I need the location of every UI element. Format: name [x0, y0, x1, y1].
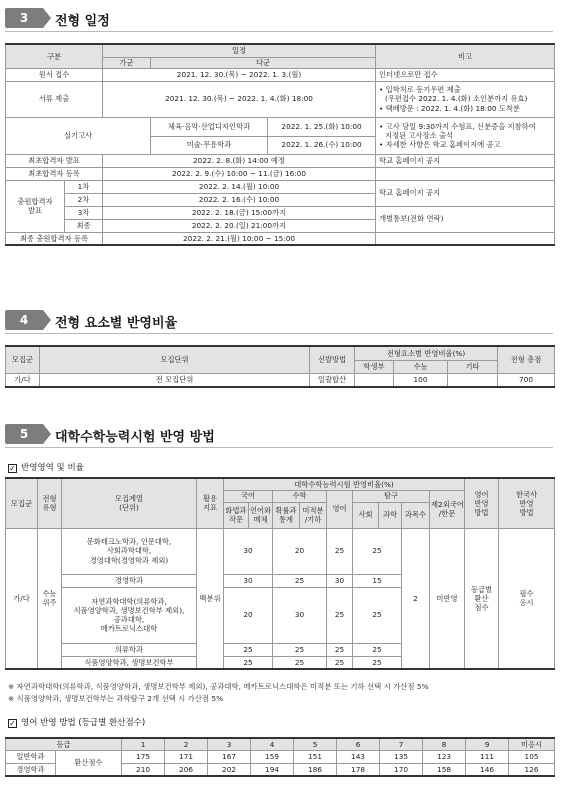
cell-english: 25 — [327, 656, 353, 669]
header-korean-b — [249, 502, 273, 528]
header-line: 유형 — [42, 503, 57, 513]
row-date: 2022. 2. 8.(화) 14:00 예정 — [103, 154, 376, 167]
score-cell: 123 — [423, 750, 466, 763]
score-cell: 135 — [380, 750, 423, 763]
header-line: 언어와 — [250, 505, 272, 515]
header-line: 지표 — [202, 503, 218, 513]
row-date: 2022. 2. 20.(일) 21:00까지 — [103, 219, 376, 232]
header-line: 반영 — [474, 498, 489, 508]
header-mojip: 모집군 — [6, 478, 38, 528]
row-sub-label: 미술·무용학과 — [151, 136, 268, 154]
divider — [5, 447, 553, 448]
score-cell: 143 — [337, 750, 380, 763]
ratio-table — [5, 345, 555, 388]
cell-second-lang: 미반영 — [430, 528, 465, 669]
divider — [5, 333, 553, 334]
header-line: 방법 — [519, 507, 534, 517]
header-total: 전형 총점 — [498, 346, 555, 373]
footnote: ※ 식품영양학과, 생명보건학부는 과학탐구 2개 선택 시 가산점 5% — [8, 694, 224, 703]
row-name: 일반학과 — [6, 750, 56, 763]
cell-history-method — [499, 528, 555, 669]
header-grade-3: 3 — [208, 738, 251, 750]
header-grade-2: 2 — [165, 738, 208, 750]
header-korean: 국어 — [224, 490, 273, 502]
score-cell: 175 — [122, 750, 165, 763]
section-title: 전형 일정 — [55, 14, 110, 29]
cell-etc — [448, 373, 498, 387]
cell-math: 25 — [273, 643, 327, 656]
score-label: 환산점수 — [56, 750, 122, 776]
header-remarks: 비고 — [376, 44, 555, 68]
header-line: 영어 — [474, 489, 489, 499]
row-date: 2022. 2. 21.(월) 10:00 ~ 15:00 — [103, 232, 376, 245]
note-line: 지정된 고사장소 출석 — [385, 130, 454, 140]
section-title: 대학수학능력시험 반영 방법 — [55, 430, 215, 445]
header-line: 통계 — [278, 515, 294, 524]
row-date: 2022. 2. 9.(수) 10:00 ~ 11.(금) 16:00 — [103, 167, 376, 180]
section-3-header — [5, 8, 553, 28]
header-line: 확률과 — [275, 505, 297, 515]
row-sub-label: 1차 — [65, 180, 103, 193]
score-cell: 126 — [509, 763, 555, 776]
header-mojip: 모집군 — [6, 346, 40, 373]
checkbox-icon: ✓ — [9, 464, 16, 473]
row-label: 실기고사 — [6, 117, 151, 154]
row-note: 학교 홈페이지 공지 — [376, 154, 555, 167]
section-title: 전형 요소별 반영비율 — [55, 316, 178, 331]
row-label — [6, 180, 65, 232]
header-line: 작문 — [228, 515, 244, 524]
header-math: 수학 — [273, 490, 327, 502]
cell-indicator: 백분위 — [197, 528, 224, 669]
score-cell: 159 — [251, 750, 294, 763]
row-note — [376, 232, 555, 245]
subsection-title: 영어 반영 방법 (등급별 환산점수) — [21, 718, 146, 728]
score-cell: 194 — [251, 763, 294, 776]
cell-line: 응시 — [519, 598, 534, 608]
header-grade-8: 8 — [423, 738, 466, 750]
row-name: 경영학과 — [6, 763, 56, 776]
header-ratio: 대학수학능력시험 반영비율(%) — [224, 478, 465, 490]
cell-korean: 30 — [224, 528, 273, 574]
header-history-method — [499, 478, 555, 528]
cell-line: 필수 — [519, 589, 534, 599]
row-date: 2022. 2. 14.(월) 10:00 — [103, 180, 376, 193]
cell-math: 30 — [273, 587, 327, 643]
header-method: 선발방법 — [310, 346, 355, 373]
header-schedule: 일정 — [103, 44, 376, 57]
row-sub-label: 2차 — [65, 193, 103, 206]
score-cell: 158 — [423, 763, 466, 776]
header-line: 미적분 — [302, 505, 324, 515]
header-line: (단위) — [119, 503, 139, 513]
header-dagun: 다군 — [151, 57, 376, 68]
cell-line: 위주 — [42, 598, 57, 608]
header-english: 영어 — [327, 490, 353, 528]
row-sub-label: 최종 — [65, 219, 103, 232]
row-date: 2022. 1. 26.(수) 10:00 — [268, 136, 376, 154]
header-line: 모집계열 — [114, 494, 144, 504]
header-line: 화법과 — [225, 505, 247, 515]
header-math-a — [273, 502, 300, 528]
header-grade-4: 4 — [251, 738, 294, 750]
header-type — [38, 478, 62, 528]
cell-suneung: 100 — [394, 373, 448, 387]
row-date: 2021. 12. 30.(목) ~ 2022. 1. 4.(화) 18:00 — [103, 81, 376, 117]
english-score-table — [5, 737, 555, 777]
header-social: 사회 — [353, 502, 379, 528]
score-cell: 206 — [165, 763, 208, 776]
cell-gun: 가/다 — [6, 373, 40, 387]
row-label: 최초합격자 발표 — [6, 154, 103, 167]
header-etc: 기타 — [448, 360, 498, 373]
cell-type — [38, 528, 62, 669]
cell-line: 점수 — [474, 602, 489, 612]
header-line: 한국사 — [515, 489, 538, 499]
header-hak: 학생부 — [355, 360, 394, 373]
subsection-heading — [8, 716, 145, 728]
cell-line: 식품영양학과, 생명보건학부 제외), — [73, 605, 185, 615]
row-note — [376, 81, 555, 117]
row-sub-label: 체육·음악·산업디자인학과 — [151, 117, 268, 136]
cell-tamgu: 25 — [353, 643, 402, 656]
section-5-header — [5, 424, 553, 444]
header-eng-method — [465, 478, 499, 528]
cell-korean: 25 — [224, 643, 273, 656]
row-date: 2022. 2. 18.(금) 15:00까지 — [103, 206, 376, 219]
section-number: 4 — [5, 310, 43, 330]
cell-gyeyeol: 의류학과 — [62, 643, 197, 656]
divider — [5, 31, 553, 32]
cell-korean: 30 — [224, 574, 273, 587]
cell-method: 일괄합산 — [310, 373, 355, 387]
row-note: 학교 홈페이지 공지 — [376, 180, 555, 206]
cell-math: 20 — [273, 528, 327, 574]
header-indicator — [197, 478, 224, 528]
cell-eng-method — [465, 528, 499, 669]
cell-total: 700 — [498, 373, 555, 387]
score-cell: 170 — [380, 763, 423, 776]
header-grade-9: 9 — [466, 738, 509, 750]
note-line: • 자세한 사항은 학교 홈페이지에 공고 — [379, 140, 501, 150]
header-grade-absent: 미응시 — [509, 738, 555, 750]
footnote: ※ 자연과학대학(의류학과, 식품영양학과, 생명보건학부 제외), 공과대학, 메카트로닉스대학은 미적분 또는 기하 선택 시 가산점 5% — [8, 682, 429, 691]
row-note — [376, 117, 555, 154]
cell-tamgu: 25 — [353, 528, 402, 574]
note-line: • 고사 당일 9:30까지 수험표, 신분증을 지참하여 — [379, 121, 536, 131]
note-line: • 입학처로 등기우편 제출 — [379, 85, 461, 95]
cell-line: 자연과학대학(의류학과, — [91, 596, 167, 606]
header-gagun: 가군 — [103, 57, 151, 68]
cell-gyeyeol: 식품영양학과, 생명보건학부 — [62, 656, 197, 669]
subsection-heading — [8, 461, 84, 473]
header-ratio: 전형요소별 반영비율(%) — [355, 346, 498, 360]
score-cell: 111 — [466, 750, 509, 763]
header-grade: 등급 — [6, 738, 122, 750]
row-note: 인터넷으로만 접수 — [376, 68, 555, 81]
section-number: 5 — [5, 424, 43, 444]
score-cell: 105 — [509, 750, 555, 763]
cell-line: 수능 — [42, 589, 57, 599]
cell-line: 환산 — [474, 593, 489, 603]
header-science: 과학 — [379, 502, 402, 528]
row-note: 개별통보(전화 연락) — [376, 206, 555, 232]
header-line: 전형 — [42, 494, 57, 504]
subsection-title: 반영영역 및 비율 — [21, 463, 84, 473]
header-gyeyeol — [62, 478, 197, 528]
score-cell: 171 — [165, 750, 208, 763]
header-math-b — [300, 502, 327, 528]
cell-line: 사회과학대학, — [106, 546, 152, 556]
header-line: 방법 — [474, 507, 489, 517]
checkbox-icon: ✓ — [9, 719, 16, 728]
header-line: /한문 — [438, 509, 456, 518]
cell-korean: 25 — [224, 656, 273, 669]
cell-line: 문화테크노학과, 인문대학, — [86, 537, 172, 547]
cell-tamgu: 25 — [353, 656, 402, 669]
header-korean-a — [224, 502, 249, 528]
score-cell: 151 — [294, 750, 337, 763]
row-label: 서류 제출 — [6, 81, 103, 117]
score-cell: 186 — [294, 763, 337, 776]
label-line: 발표 — [27, 206, 43, 215]
row-label: 최초합격자 등록 — [6, 167, 103, 180]
cell-math: 25 — [273, 574, 327, 587]
cell-line: 경영대학(경영학과 제외) — [89, 555, 169, 565]
label-line: 충원합격자 — [17, 196, 53, 206]
row-date: 2021. 12. 30.(목) ~ 2022. 1. 3.(월) — [103, 68, 376, 81]
header-line: 매체 — [253, 515, 268, 524]
cell-line: 등급별 — [470, 584, 493, 594]
score-cell: 167 — [208, 750, 251, 763]
section-4-header — [5, 310, 553, 330]
header-second-lang — [430, 490, 465, 528]
suneung-ratio-table — [5, 477, 555, 670]
cell-count: 2 — [402, 528, 430, 669]
cell-gyeyeol — [62, 587, 197, 643]
header-line: 반영 — [519, 498, 534, 508]
header-tamgu: 탐구 — [353, 490, 430, 502]
header-line: 활용 — [202, 494, 218, 504]
header-gubun: 구분 — [6, 44, 103, 68]
cell-english: 30 — [327, 574, 353, 587]
cell-gyeyeol: 경영학과 — [62, 574, 197, 587]
note-line: • 택배방문 : 2022. 1. 4.(화) 18:00 도착분 — [379, 103, 520, 113]
cell-korean: 20 — [224, 587, 273, 643]
row-label: 원서 접수 — [6, 68, 103, 81]
header-grade-6: 6 — [337, 738, 380, 750]
header-danwi: 모집단위 — [40, 346, 310, 373]
cell-line: 공과대학, — [113, 615, 145, 624]
score-cell: 202 — [208, 763, 251, 776]
header-grade-1: 1 — [122, 738, 165, 750]
header-line: /기하 — [304, 515, 322, 524]
score-cell: 178 — [337, 763, 380, 776]
header-grade-5: 5 — [294, 738, 337, 750]
cell-english: 25 — [327, 528, 353, 574]
cell-gun: 가/다 — [6, 528, 38, 669]
cell-english: 25 — [327, 587, 353, 643]
row-date: 2022. 2. 16.(수) 10:00 — [103, 193, 376, 206]
cell-line: 메카트로닉스대학 — [100, 624, 158, 634]
header-count: 과목수 — [402, 502, 430, 528]
schedule-table — [5, 43, 555, 246]
cell-tamgu: 15 — [353, 574, 402, 587]
row-sub-label: 3차 — [65, 206, 103, 219]
header-suneung: 수능 — [394, 360, 448, 373]
header-line: 제2외국어 — [431, 499, 464, 509]
cell-english: 25 — [327, 643, 353, 656]
score-cell: 210 — [122, 763, 165, 776]
row-note — [376, 167, 555, 180]
cell-danwi: 전 모집단위 — [40, 373, 310, 387]
row-date: 2022. 1. 25.(화) 10:00 — [268, 117, 376, 136]
row-label: 최종 충원합격자 등록 — [6, 232, 103, 245]
cell-tamgu: 25 — [353, 587, 402, 643]
section-number: 3 — [5, 8, 43, 28]
header-grade-7: 7 — [380, 738, 423, 750]
cell-math: 25 — [273, 656, 327, 669]
cell-gyeyeol — [62, 528, 197, 574]
note-line: (우편접수 2022. 1. 4.(화) 소인분까지 유효) — [385, 94, 528, 104]
cell-hak — [355, 373, 394, 387]
score-cell: 146 — [466, 763, 509, 776]
